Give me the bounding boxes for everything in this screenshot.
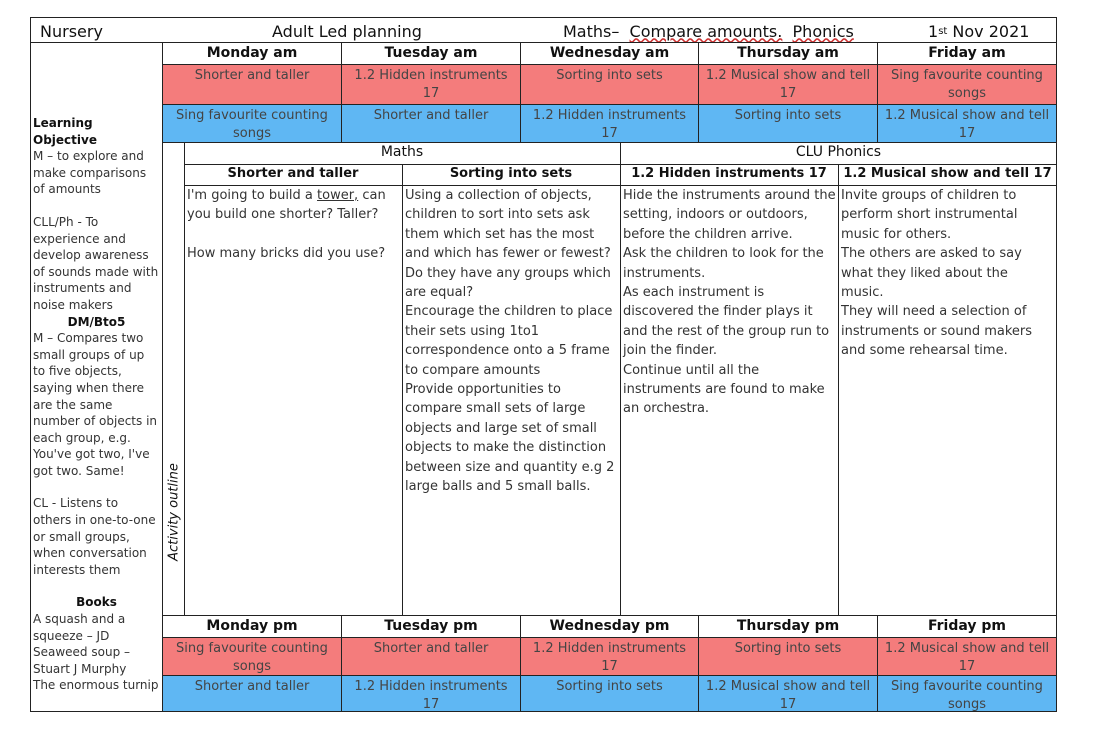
pm-row1-wednesday: 1.2 Hidden instruments 17 — [520, 637, 699, 676]
maths-section-header: Maths — [184, 142, 621, 165]
pm-row1-friday: 1.2 Musical show and tell 17 — [877, 637, 1057, 676]
musical-paragraph: Invite groups of children to perform short instrumental music for others. — [841, 188, 1018, 242]
pm-row1-tuesday: Shorter and taller — [341, 637, 521, 676]
topic2-label: Phonics — [792, 21, 854, 41]
date-rest: Nov 2021 — [952, 21, 1030, 41]
dm-heading: DM/Bto5 — [67, 314, 126, 329]
setting-label: Nursery — [40, 21, 103, 41]
am-row1-thursday: 1.2 Musical show and tell 17 — [698, 64, 878, 105]
day-header-friday-am: Friday am — [877, 42, 1057, 65]
am-row1-wednesday: Sorting into sets — [520, 64, 699, 105]
hidden-paragraph: Continue until all the instruments are found to make an orchestra. — [623, 362, 825, 417]
sorting-paragraph: Encourage the children to place their sets using 1to1 correspondence onto a 5 frame to compare amounts — [405, 304, 613, 378]
pm-row1-thursday: Sorting into sets — [698, 637, 878, 676]
pm-row1-monday: Sing favourite counting songs — [162, 637, 342, 676]
header-row — [30, 17, 1057, 43]
hidden-paragraph: Hide the instruments around the setting, indoors or outdoors, before the children arrive. — [623, 188, 836, 242]
am-row2-wednesday: 1.2 Hidden instruments 17 — [520, 104, 699, 143]
day-header-wednesday-am: Wednesday am — [520, 42, 699, 65]
col-title-shorter: Shorter and taller — [184, 164, 403, 186]
learning-objective-heading: Learning Objective — [33, 116, 97, 147]
am-row2-tuesday: Shorter and taller — [341, 104, 521, 143]
day-header-thursday-pm: Thursday pm — [698, 615, 878, 638]
hidden-instruments-description — [621, 186, 838, 419]
day-header-monday-am: Monday am — [162, 42, 342, 65]
col-title-musical: 1.2 Musical show and tell 17 — [838, 164, 1057, 186]
dm-text: M – Compares two small groups of up to five objects, saying when there are the same number of objects in each group, e.g. You've got two, I've got two. Same! — [33, 331, 158, 478]
sorting-paragraph: Do they have any groups which are equal? — [405, 265, 611, 301]
am-row1-tuesday: 1.2 Hidden instruments 17 — [341, 64, 521, 105]
am-row1-monday: Shorter and taller — [162, 64, 342, 105]
subject-label: Maths– — [563, 21, 620, 41]
activity-vertical-label — [163, 142, 184, 616]
day-header-tuesday-pm: Tuesday pm — [341, 615, 521, 638]
sorting-paragraph: Provide opportunities to compare small sets of large objects and large set of small objects to make the distinction between size and quantity e.g 2 large balls and 5 small balls. — [405, 382, 615, 495]
pm-row2-thursday: 1.2 Musical show and tell 17 — [698, 675, 878, 712]
musical-paragraph: They will need a selection of instruments or sound makers and some rehearsal time. — [841, 304, 1033, 359]
sidebar — [31, 115, 162, 693]
date-label — [928, 19, 1029, 43]
subject-title — [563, 19, 854, 43]
shorter-taller-description — [185, 186, 402, 263]
shorter-prompt: I'm going to build a tower, can you build one shorter? Taller? — [187, 188, 386, 223]
day-header-monday-pm: Monday pm — [162, 615, 342, 638]
pm-row2-friday: Sing favourite counting songs — [877, 675, 1057, 712]
musical-paragraph: The others are asked to say what they liked about the music. — [841, 246, 1022, 301]
day-header-thursday-am: Thursday am — [698, 42, 878, 65]
am-row1-friday: Sing favourite counting songs — [877, 64, 1057, 105]
date-suffix: st — [938, 25, 948, 37]
sorting-paragraph: Using a collection of objects, children to sort into sets ask them which set has the most and which has fewer or fewest? — [405, 188, 611, 262]
am-row2-thursday: Sorting into sets — [698, 104, 878, 143]
activity-outline-label: Activity outline — [166, 462, 181, 561]
sorting-sets-description — [403, 186, 620, 497]
pm-row2-monday: Shorter and taller — [162, 675, 342, 712]
am-row2-friday: 1.2 Musical show and tell 17 — [877, 104, 1057, 143]
book-item: A squash and a squeeze – JD — [33, 612, 126, 643]
pm-row2-tuesday: 1.2 Hidden instruments 17 — [341, 675, 521, 712]
topic-label: Compare amounts. — [629, 21, 783, 41]
cll-objective-text: CLL/Ph - To experience and develop awareness of sounds made with instruments and noise makers — [33, 214, 159, 312]
col-title-sorting: Sorting into sets — [402, 164, 621, 186]
am-row2-monday: Sing favourite counting songs — [162, 104, 342, 143]
col-title-hidden: 1.2 Hidden instruments 17 — [620, 164, 839, 186]
phonics-section-header: CLU Phonics — [620, 142, 1057, 165]
musical-show-description — [839, 186, 1056, 361]
books-heading: Books — [76, 595, 117, 610]
learning-objective-text: M – to explore and make comparisons of amounts — [33, 149, 147, 197]
hidden-paragraph: Ask the children to look for the instruments. — [623, 246, 824, 281]
hidden-paragraph: As each instrument is discovered the finder plays it and the rest of the group run to join the finder. — [623, 285, 830, 359]
day-header-wednesday-pm: Wednesday pm — [520, 615, 699, 638]
pm-row2-wednesday: Sorting into sets — [520, 675, 699, 712]
cl-text: CL - Listens to others in one-to-one or small groups, when conversation interests them — [33, 496, 156, 577]
book-item: The enormous turnip — [33, 678, 159, 693]
day-header-friday-pm: Friday pm — [877, 615, 1057, 638]
date-day: 1 — [928, 21, 939, 41]
day-header-tuesday-am: Tuesday am — [341, 42, 521, 65]
shorter-question: How many bricks did you use? — [187, 245, 386, 261]
planning-title: Adult Led planning — [272, 21, 422, 41]
book-item: Seaweed soup – Stuart J Murphy — [33, 645, 130, 676]
